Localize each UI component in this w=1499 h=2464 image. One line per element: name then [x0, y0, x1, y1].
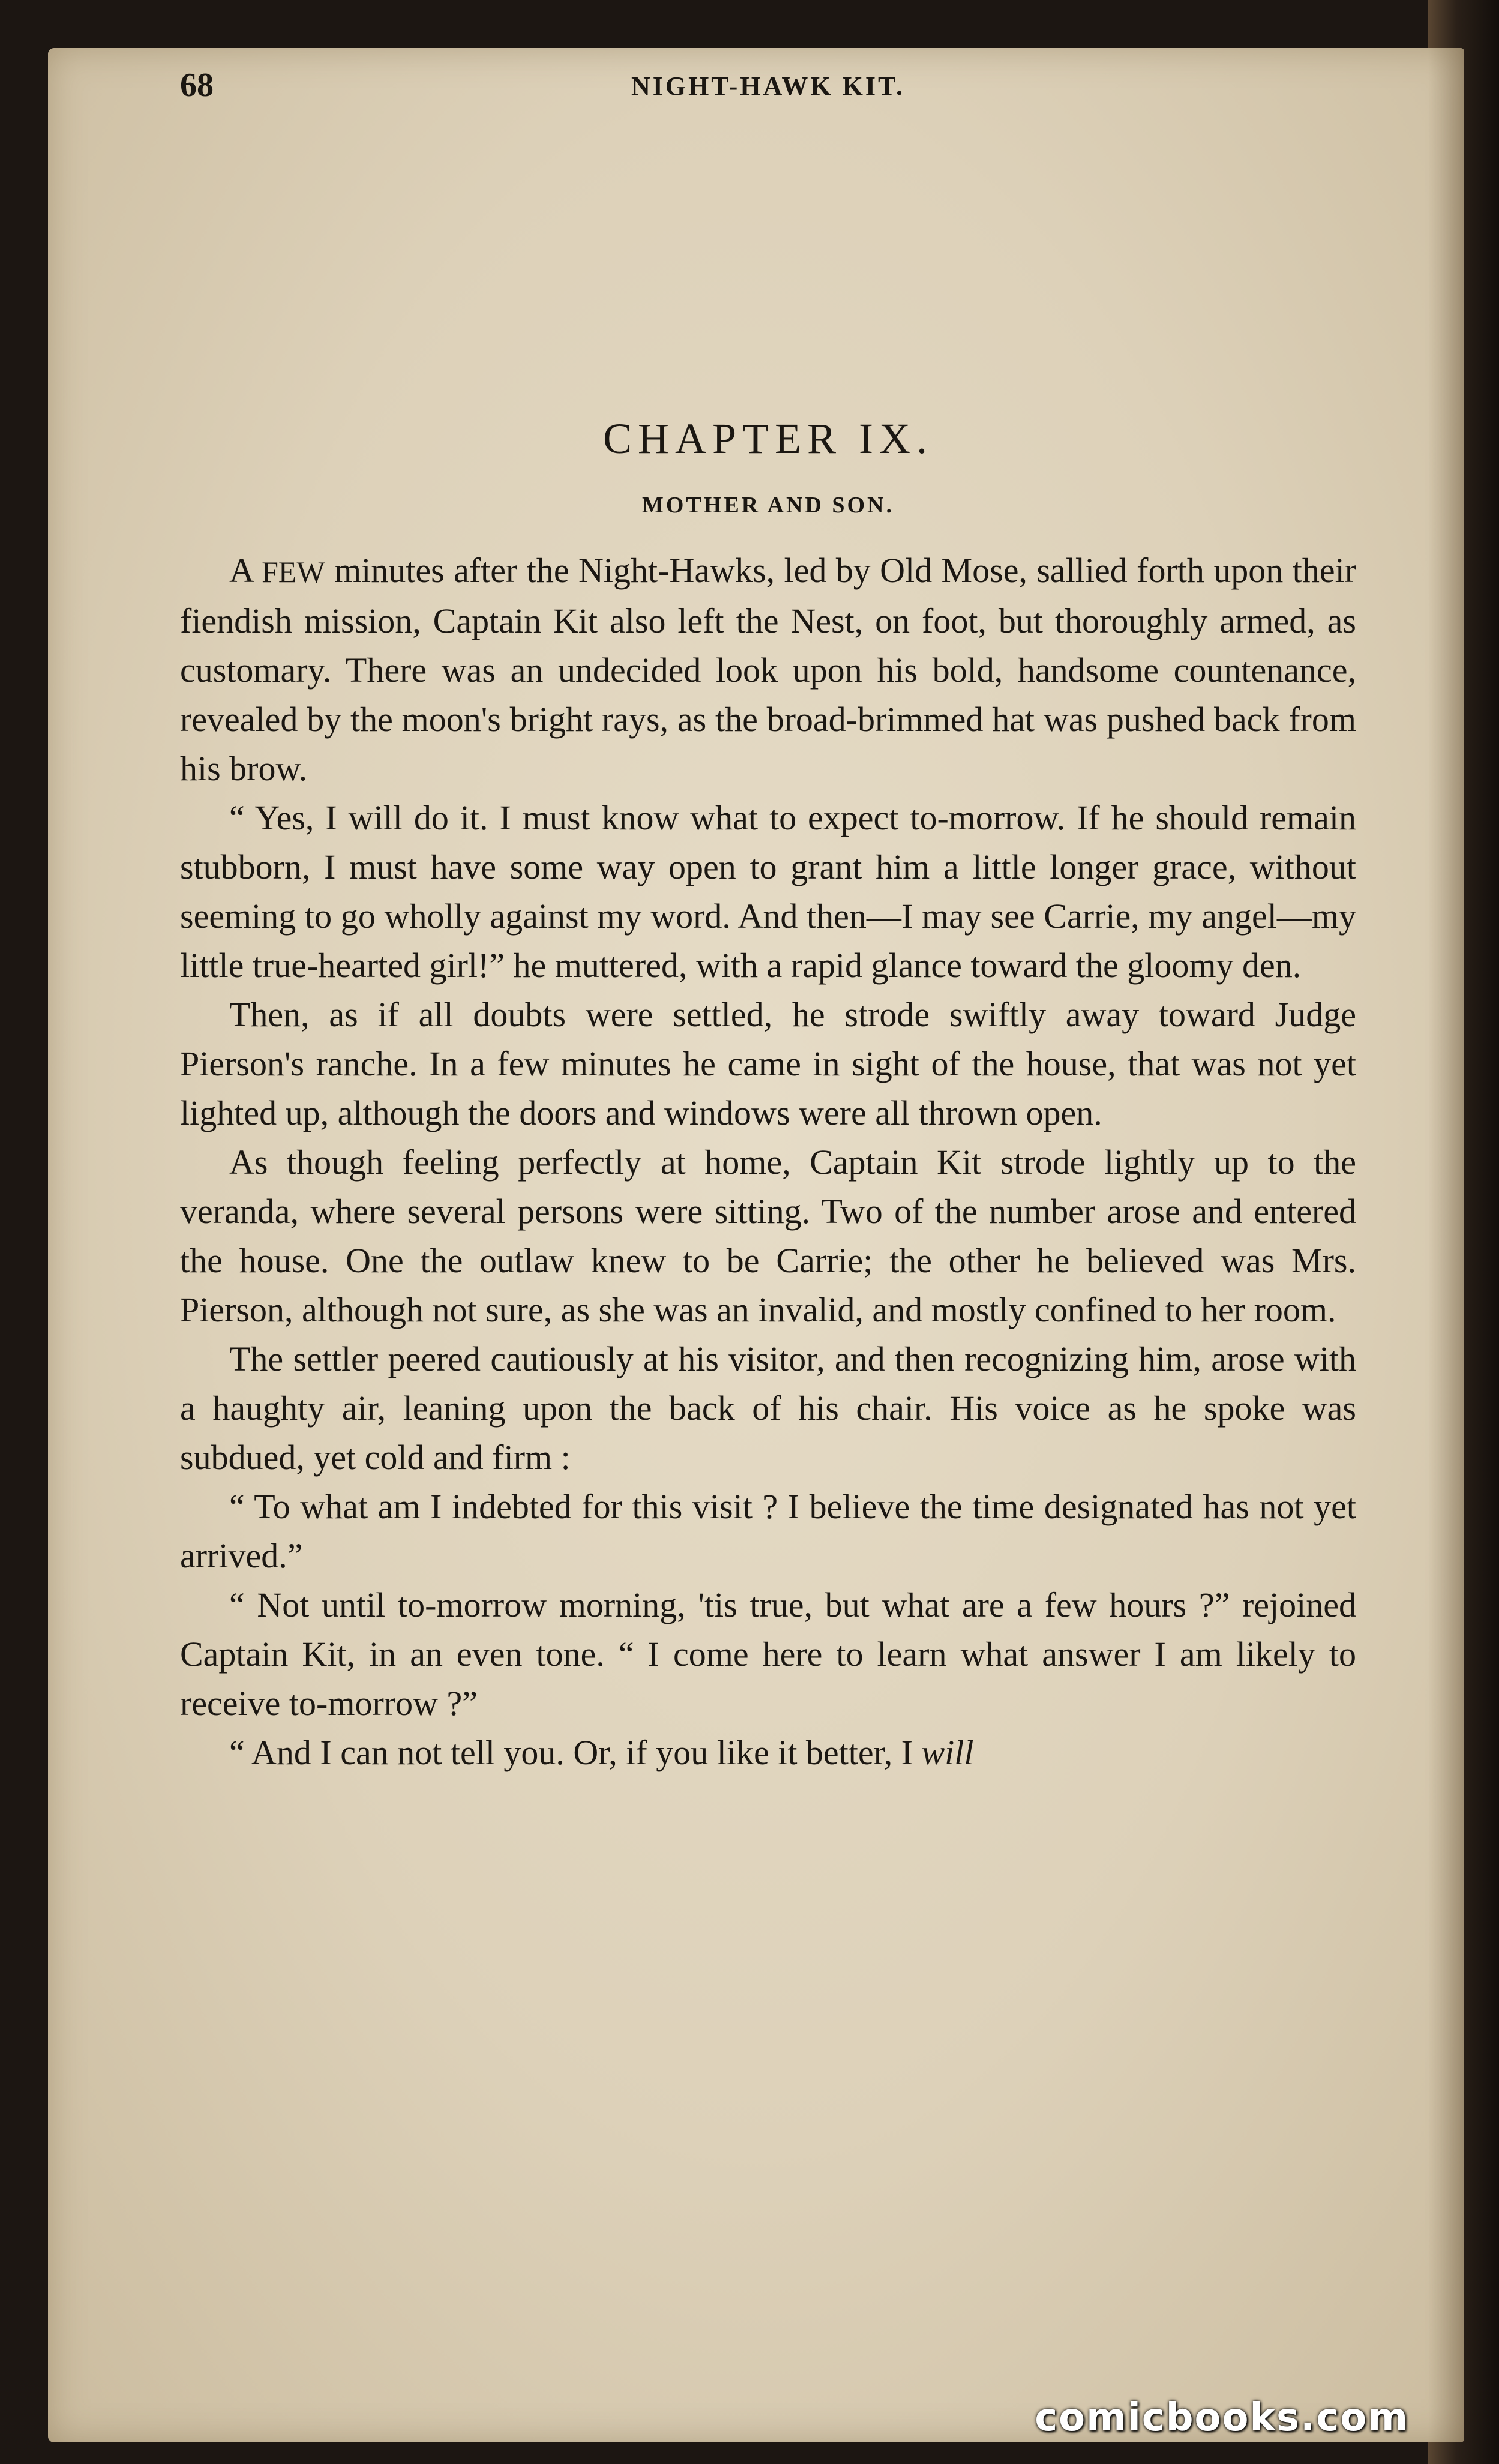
paragraph-lead-letter: A: [229, 551, 262, 590]
running-title: NIGHT-HAWK KIT.: [631, 71, 906, 101]
page-number: 68: [180, 67, 214, 104]
watermark: comicbooks.com: [1035, 2396, 1409, 2440]
paragraph-text: “ And I can not tell you. Or, if you like it better, I: [229, 1733, 922, 1772]
paragraph: As though feeling perfectly at home, Captain Kit strode lightly up to the veranda, where several persons were sitting. Two of the number arose and entered the house. One the outlaw knew to be Carrie; the other he believed was Mrs. Pierson, although not sure, as she was an invalid, and mostly confined to her room.: [180, 1143, 1356, 1329]
paragraph: “ Yes, I will do it. I must know what to expect to-morrow. If he should remain stubborn, I must have some way open to grant him a little longer grace, without seeming to go wholly against my word. And then—I may see Carrie, my angel—my little true-hearted girl!” he muttered, with a rapid glance toward the gloomy den.: [180, 798, 1356, 985]
paragraph: [180, 546, 1356, 793]
body-text: [180, 546, 1356, 1777]
running-head: [180, 66, 1356, 120]
paragraph: “ Not until to-morrow morning, 'tis true, but what are a few hours ?” rejoined Captain Kit, in an even tone. “ I come here to learn what answer I am likely to receive to-morrow ?”: [180, 1585, 1356, 1723]
paragraph-italic-word: will: [921, 1733, 974, 1772]
chapter-title: CHAPTER IX.: [602, 415, 933, 463]
paragraph: The settler peered cautiously at his visitor, and then recognizing him, arose with a haughty air, leaning upon the back of his chair. His voice as he spoke was subdued, yet cold and firm :: [180, 1339, 1356, 1477]
paragraph: Then, as if all doubts were settled, he strode swiftly away toward Judge Pierson's ranche. In a few minutes he came in sight of the house, that was not yet lighted up, although the doors and windows were all thrown open.: [180, 995, 1356, 1132]
paragraph-lead-smallcaps: FEW: [262, 555, 325, 589]
paragraph-text: minutes after the Night-Hawks, led by Old Mose, sallied forth upon their fiendish mission, Captain Kit also left the Nest, on foot, but thoroughly armed, as customary. There was an undecided look upon his bold, handsome countenance, revealed by the moon's bright rays, as the broad-brimmed hat was pushed back from his brow.: [180, 551, 1357, 788]
chapter-subtitle: MOTHER AND SON.: [642, 493, 894, 518]
paragraph: “ To what am I indebted for this visit ? I believe the time designated has not yet arrived.”: [180, 1487, 1356, 1575]
paragraph: [180, 1728, 1356, 1777]
page-edge-shadow: [1428, 48, 1464, 2442]
